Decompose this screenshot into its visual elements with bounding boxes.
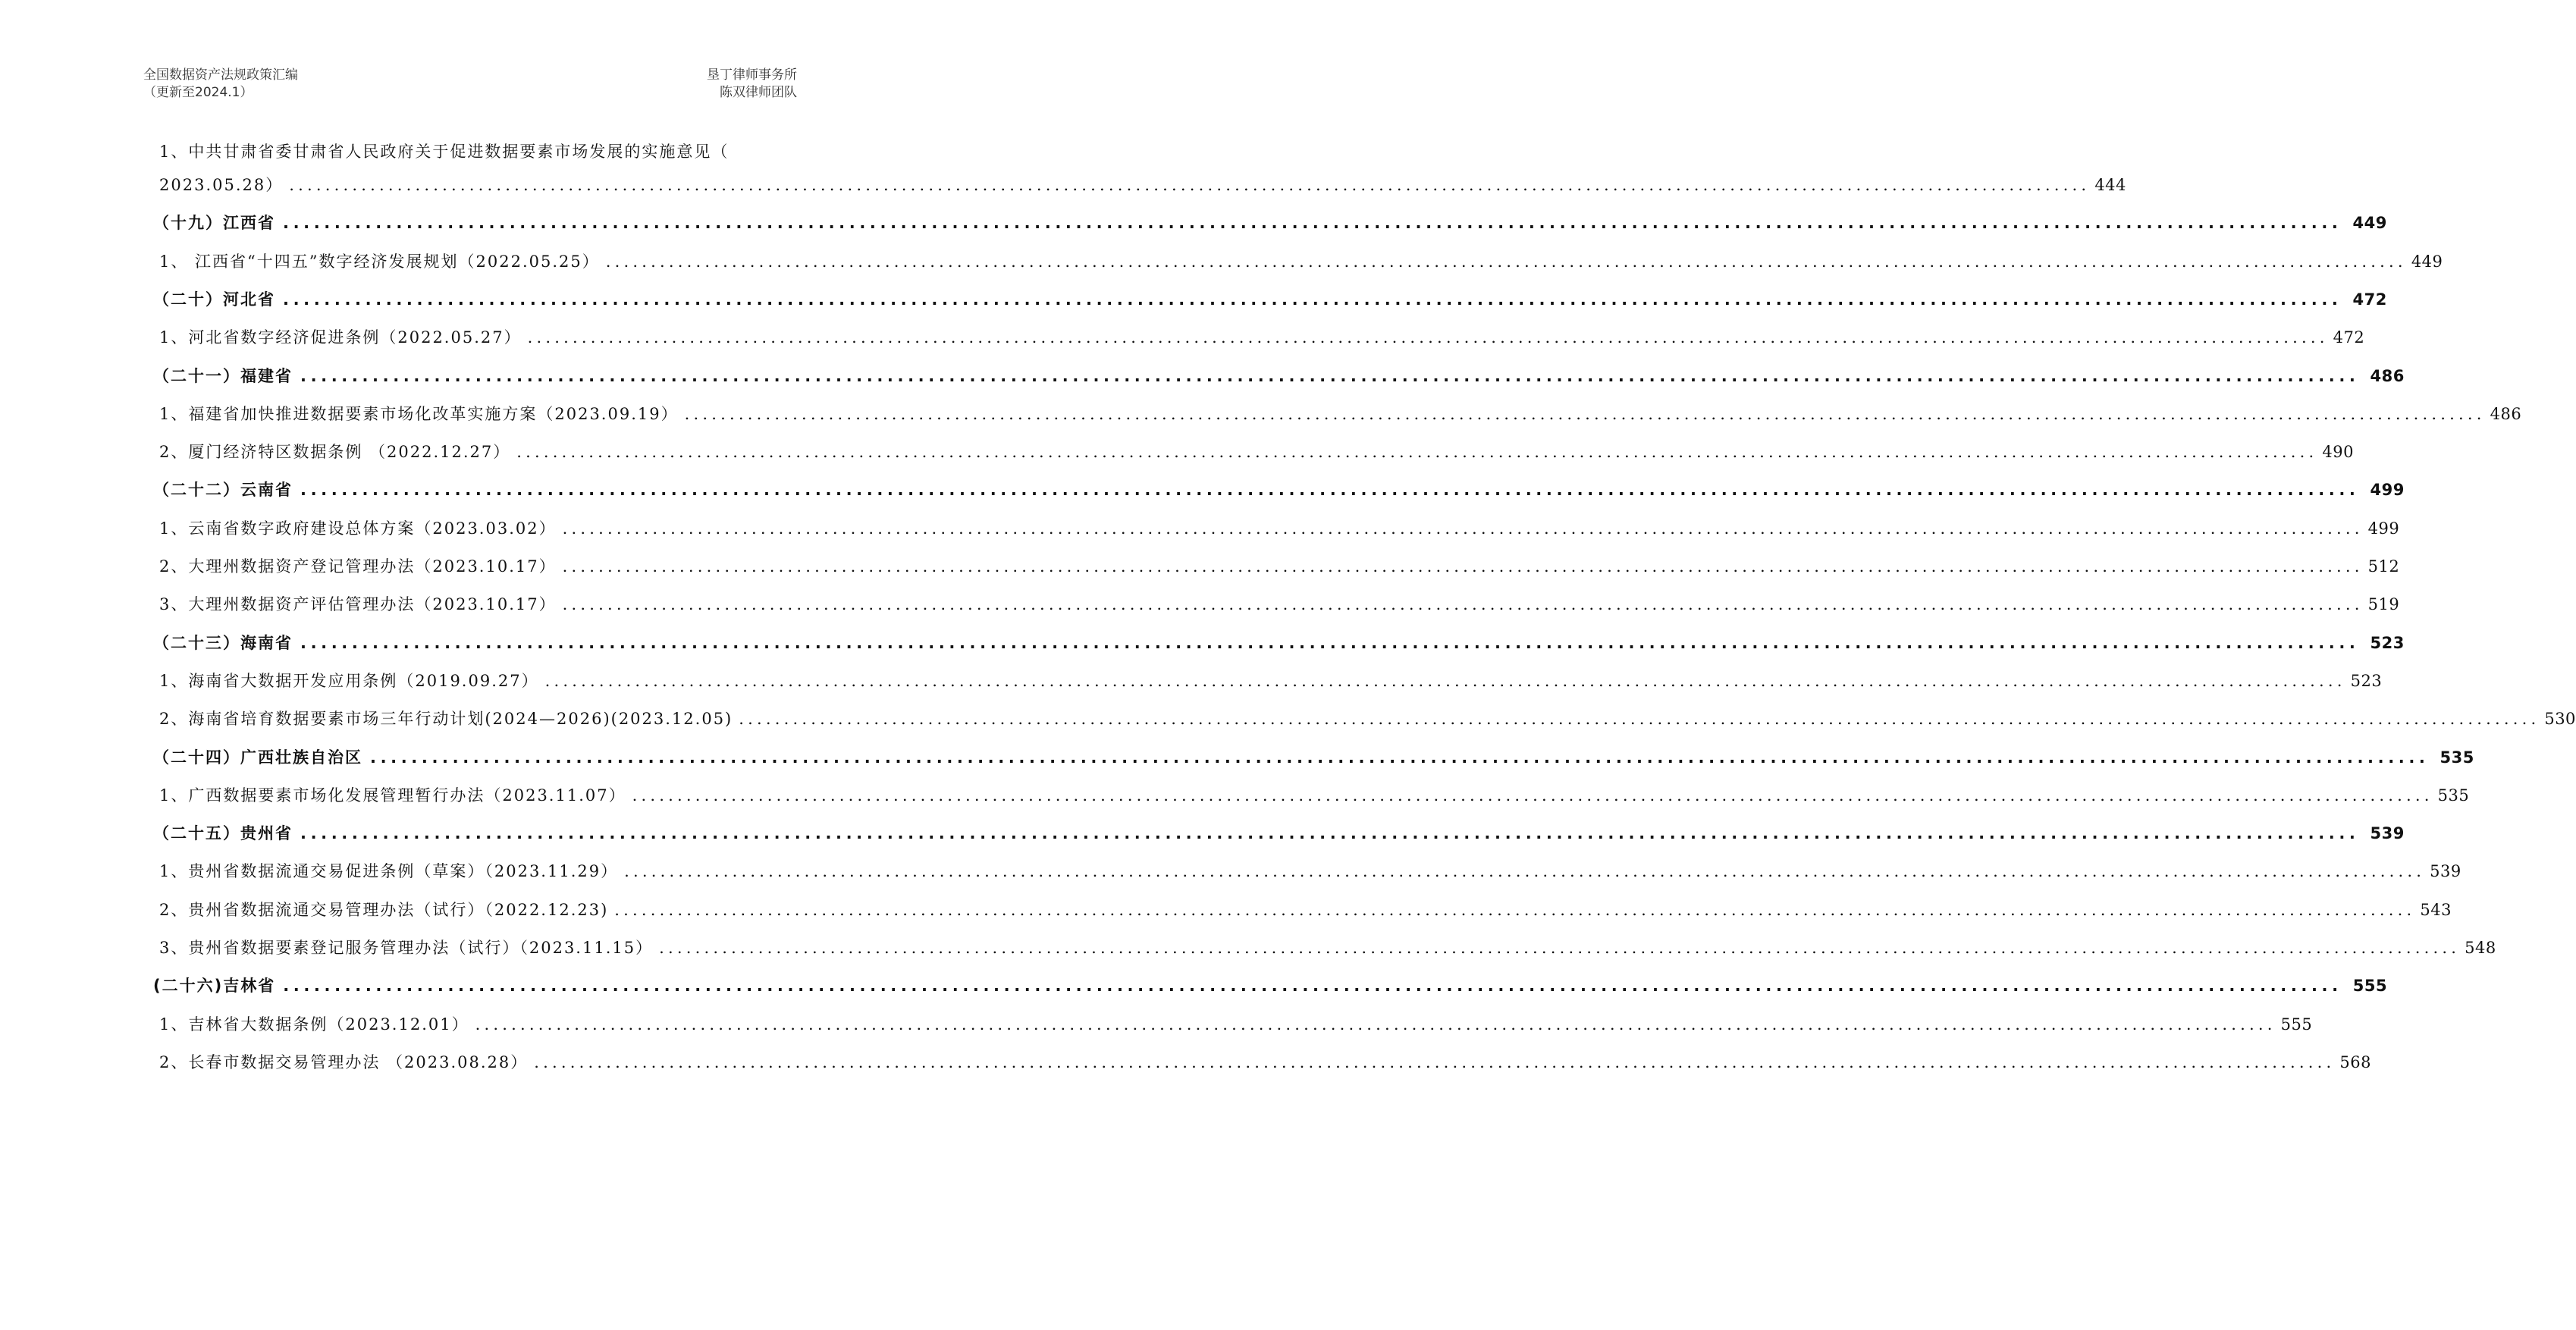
dot-leader: ........................................................................................................................................................................................................ — [283, 977, 2342, 996]
toc-row — [159, 592, 2400, 616]
toc-entry[interactable] — [159, 143, 2126, 197]
toc-row — [153, 211, 2387, 235]
dot-leader: ........................................................................................................................................................................................................ — [562, 519, 2364, 538]
dot-leader: ........................................................................................................................................................................................................ — [300, 481, 2360, 500]
toc-row — [159, 783, 2470, 808]
toc-entry[interactable] — [159, 325, 2365, 350]
entry-title: 1、广西数据要素市场化发展管理暂行办法（2023.11.07） — [159, 786, 626, 805]
toc-row — [153, 287, 2387, 312]
dot-leader: ........................................................................................................................................................................................................ — [562, 595, 2364, 614]
toc-section-heading[interactable] — [153, 478, 2405, 502]
section-title: （十九）江西省 — [153, 214, 275, 233]
toc-row — [159, 936, 2496, 960]
page-header — [143, 67, 797, 106]
entry-title: 3、大理州数据资产评估管理办法（2023.10.17） — [159, 595, 557, 614]
page-number: 539 — [2430, 862, 2461, 881]
page-number: 530 — [2544, 710, 2576, 729]
toc-row — [153, 821, 2405, 845]
toc-section-heading[interactable] — [153, 745, 2474, 770]
section-title: （二十三）海南省 — [153, 633, 293, 652]
law-firm-name: 垦丁律师事务所 — [707, 67, 797, 83]
toc-entry[interactable] — [159, 249, 2443, 274]
dot-leader: ........................................................................................................................................................................................................ — [534, 1052, 2336, 1071]
page-number: 539 — [2370, 824, 2405, 843]
entry-title: 1、贵州省数据流通交易促进条例（草案）（2023.11.29） — [159, 862, 619, 881]
dot-leader: ........................................................................................................................................................................................................ — [300, 824, 2360, 843]
toc-entry[interactable] — [159, 516, 2400, 541]
toc-entry[interactable] — [159, 592, 2400, 616]
page-number: 472 — [2352, 290, 2387, 309]
page-number: 444 — [2094, 176, 2126, 194]
dot-leader: ........................................................................................................................................................................................................ — [544, 671, 2346, 690]
toc-row — [159, 898, 2452, 922]
toc-section-heading[interactable] — [153, 631, 2405, 655]
toc-entry[interactable] — [159, 669, 2383, 693]
entry-title: 2、厦门经济特区数据条例 （2022.12.27） — [159, 443, 511, 462]
page-number: 490 — [2322, 443, 2354, 462]
entry-title: 2、长春市数据交易管理办法 （2023.08.28） — [159, 1052, 529, 1071]
toc-row — [153, 478, 2405, 502]
toc-entry[interactable] — [159, 1012, 2313, 1037]
section-title: （二十四）广西壮族自治区 — [153, 748, 362, 767]
page-number: 519 — [2367, 595, 2400, 614]
section-title: (二十六)吉林省 — [153, 977, 276, 996]
dot-leader: ........................................................................................................................................................................................................ — [614, 900, 2416, 919]
entry-title: 1、 江西省“十四五”数字经济发展规划（2022.05.25） — [159, 252, 600, 271]
toc-row — [159, 707, 2576, 731]
dot-leader: ........................................................................................................................................................................................................ — [684, 404, 2486, 423]
page-number: 449 — [2352, 214, 2387, 233]
toc-section-heading[interactable] — [153, 974, 2388, 998]
dot-leader: ........................................................................................................................................................................................................ — [300, 633, 2360, 652]
toc-row — [159, 859, 2461, 883]
toc-entry[interactable] — [159, 402, 2522, 426]
toc-row — [159, 249, 2443, 274]
toc-row — [153, 974, 2388, 998]
page-number: 486 — [2490, 404, 2522, 423]
section-title: （二十二）云南省 — [153, 481, 293, 500]
entry-title: 2、大理州数据资产登记管理办法（2023.10.17） — [159, 557, 557, 576]
page-number: 472 — [2333, 328, 2365, 347]
toc-section-heading[interactable] — [153, 287, 2387, 312]
page-number: 486 — [2370, 366, 2405, 385]
toc-entry[interactable] — [159, 898, 2452, 922]
dot-leader: ........................................................................................................................................................................................................ — [283, 214, 2342, 233]
entry-title: 1、海南省大数据开发应用条例（2019.09.27） — [159, 671, 539, 690]
page-number: 499 — [2367, 519, 2400, 538]
toc-row — [159, 669, 2383, 693]
page-number: 449 — [2411, 252, 2443, 271]
dot-leader: ........................................................................................................................................................................................................ — [283, 290, 2342, 309]
toc-row — [159, 440, 2354, 464]
update-note: （更新至2024.1） — [143, 85, 253, 100]
toc-row — [159, 325, 2365, 350]
section-title: （二十一）福建省 — [153, 366, 293, 385]
toc-entry[interactable] — [159, 554, 2400, 579]
toc-row — [159, 173, 2126, 197]
dot-leader: ........................................................................................................................................................................................................ — [605, 252, 2407, 271]
toc-row — [153, 745, 2474, 770]
toc-entry[interactable] — [159, 859, 2461, 883]
toc-entry[interactable] — [159, 936, 2496, 960]
toc-row — [159, 1050, 2371, 1074]
dot-leader: ........................................................................................................................................................................................................ — [632, 786, 2433, 805]
toc-section-heading[interactable] — [153, 364, 2405, 388]
section-title: （二十五）贵州省 — [153, 824, 293, 843]
page-number: 512 — [2367, 557, 2400, 576]
dot-leader: ........................................................................................................................................................................................................ — [300, 366, 2360, 385]
page-number: 523 — [2370, 633, 2405, 652]
page-number: 555 — [2352, 977, 2388, 996]
document-title: 全国数据资产法规政策汇编 — [143, 67, 298, 83]
header-right — [707, 67, 797, 102]
dot-leader: ........................................................................................................................................................................................................ — [527, 328, 2329, 347]
toc-row — [159, 554, 2400, 579]
section-title: （二十）河北省 — [153, 290, 275, 309]
dot-leader: ........................................................................................................................................................................................................ — [659, 939, 2461, 957]
header-left — [143, 67, 298, 102]
toc-section-heading[interactable] — [153, 821, 2405, 845]
dot-leader: ........................................................................................................................................................................................................ — [370, 748, 2430, 767]
toc-row — [153, 631, 2405, 655]
toc-entry[interactable] — [159, 783, 2470, 808]
entry-title: 2023.05.28） — [159, 176, 284, 194]
toc-entry[interactable] — [159, 1050, 2371, 1074]
entry-title: 1、云南省数字政府建设总体方案（2023.03.02） — [159, 519, 557, 538]
dot-leader: ........................................................................................................................................................................................................ — [562, 557, 2364, 576]
entry-title: 1、吉林省大数据条例（2023.12.01） — [159, 1015, 469, 1034]
page-number: 535 — [2440, 748, 2474, 767]
entry-title: 1、河北省数字经济促进条例（2022.05.27） — [159, 328, 522, 347]
entry-title: 3、贵州省数据要素登记服务管理办法（试行）（2023.11.15） — [159, 939, 654, 957]
toc-row — [153, 364, 2405, 388]
page-number: 555 — [2280, 1015, 2313, 1034]
dot-leader: ........................................................................................................................................................................................................ — [475, 1015, 2276, 1034]
team-name: 陈双律师团队 — [720, 85, 797, 100]
toc-entry[interactable] — [159, 440, 2354, 464]
entry-title: 2、贵州省数据流通交易管理办法（试行）（2022.12.23) — [159, 900, 609, 919]
toc-entry[interactable] — [159, 707, 2576, 731]
toc-section-heading[interactable] — [153, 211, 2387, 235]
toc-row — [159, 1012, 2313, 1037]
entry-title: 2、海南省培育数据要素市场三年行动计划(2024—2026)(2023.12.05) — [159, 710, 733, 729]
dot-leader: ........................................................................................................................................................................................................ — [289, 176, 2091, 194]
entry-title: 1、福建省加快推进数据要素市场化改革实施方案（2023.09.19） — [159, 404, 679, 423]
toc-entry-title-line: 1、中共甘肃省委甘肃省人民政府关于促进数据要素市场发展的实施意见（ — [159, 143, 730, 161]
page-number: 568 — [2339, 1052, 2371, 1071]
page-number: 523 — [2350, 671, 2383, 690]
toc-row — [159, 402, 2522, 426]
toc-row — [159, 516, 2400, 541]
page-number: 499 — [2370, 481, 2405, 500]
page-number: 535 — [2437, 786, 2470, 805]
dot-leader: ........................................................................................................................................................................................................ — [739, 710, 2540, 729]
dot-leader: ........................................................................................................................................................................................................ — [516, 443, 2318, 462]
dot-leader: ........................................................................................................................................................................................................ — [624, 862, 2426, 881]
page-number: 548 — [2465, 939, 2496, 957]
page-number: 543 — [2420, 900, 2452, 919]
